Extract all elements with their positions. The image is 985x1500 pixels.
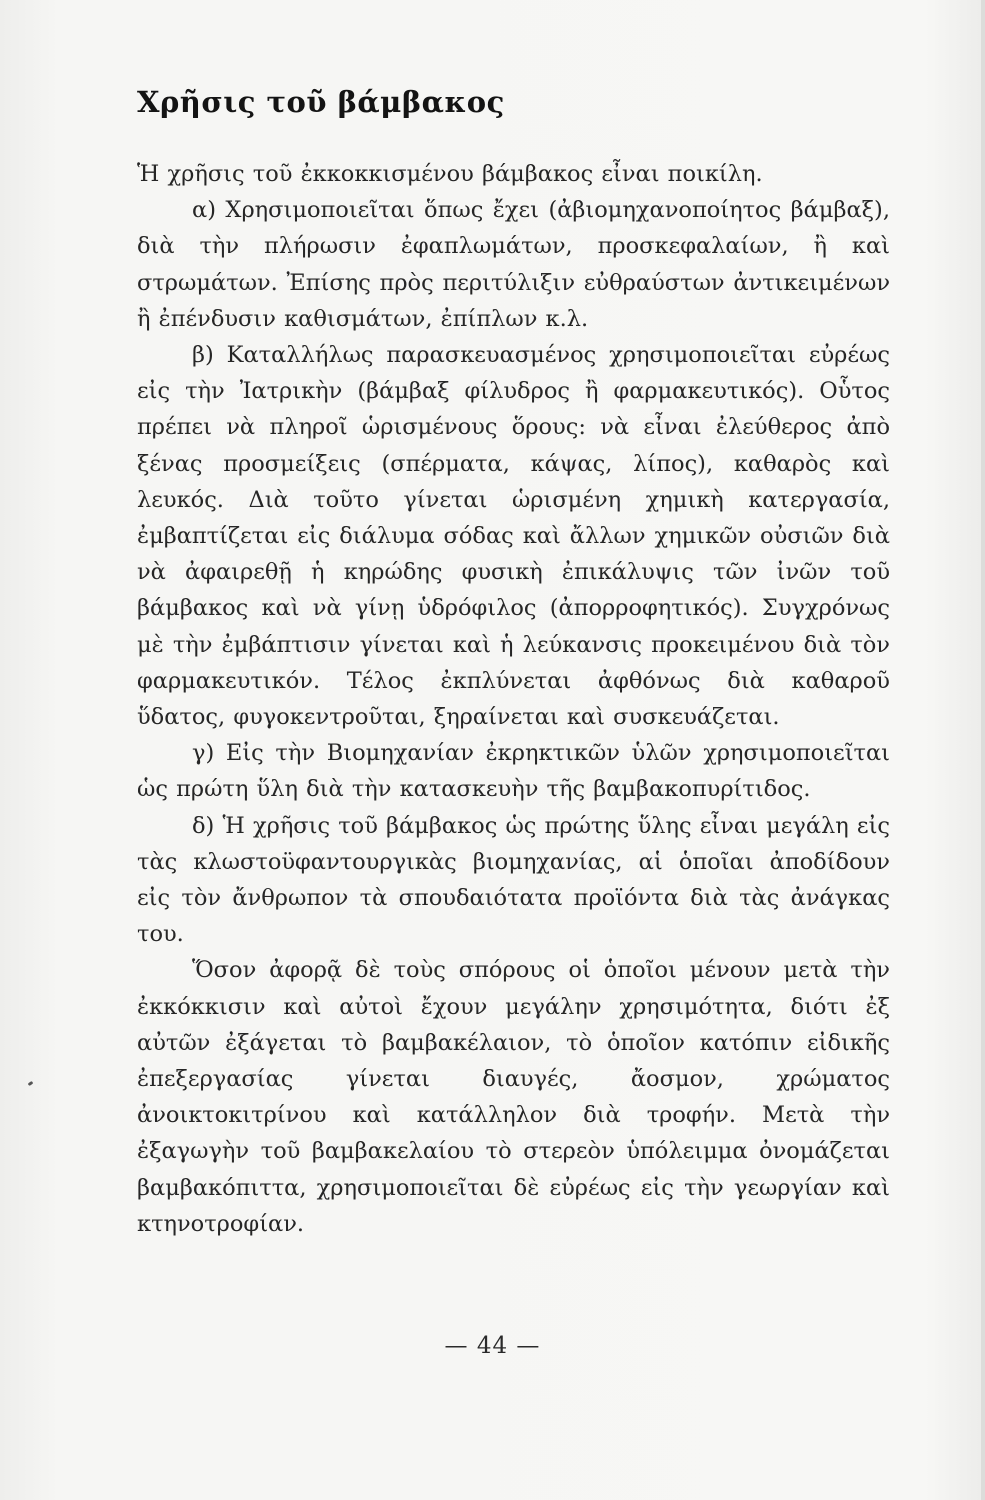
paragraph-gamma: γ) Εἰς τὴν Βιομηχανίαν ἐκρηκτικῶν ὑλῶν χρησιμοποιεῖται ὡς πρώτη ὕλη διὰ τὴν κατασκευὴν τῆς βαμβακοπυρίτιδος. bbox=[137, 740, 890, 803]
intro-paragraph: Ἡ χρῆσις τοῦ ἐκκοκκισμένου βάμβακος εἶναι ποικίλη. bbox=[137, 161, 763, 187]
paragraph-seeds: Ὅσον ἀφορᾷ δὲ τοὺς σπόρους οἱ ὁποῖοι μένουν μετὰ τὴν ἐκκόκκισιν καὶ αὐτοὶ ἔχουν μεγάλην χρησιμότητα, διότι ἐξ αὐτῶν ἐξάγεται τὸ βαμβακέλαιον, τὸ ὁποῖον κατόπιν εἰδικῆς ἐπεξεργασίας γίνεται διαυγές, ἄοσμον, χρώματος ἀνοικτοκιτρίνου καὶ κατάλληλον διὰ τροφήν. Μετὰ τὴν ἐξαγωγὴν τοῦ βαμβακελαίου τὸ στερεὸν ὑπόλειμμα ὀνομάζεται βαμβακόπιττα, χρησιμοποιεῖται δὲ εὐρέως εἰς τὴν γεωργίαν καὶ κτηνοτροφίαν. bbox=[137, 957, 890, 1237]
section-heading: Χρῆσις τοῦ βάμβακος bbox=[137, 85, 505, 119]
page-number: — 44 — bbox=[444, 1333, 541, 1359]
paragraph-beta: β) Καταλλήλως παρασκευασμένος χρησιμοποιεῖται εὐρέως εἰς τὴν Ἰατρικὴν (βάμβαξ φίλυδρος ἢ φαρμακευτικός). Οὗτος πρέπει νὰ πληροῖ ὡρισμένους ὅρους: νὰ εἶναι ἐλεύθερος ἀπὸ ξένας προσμείξεις (σπέρματα, κάψας, λίπος), καθαρὸς καὶ λευκός. Διὰ τοῦτο γίνεται ὡρισμένη χημικὴ κατεργασία, ἐμβαπτίζεται εἰς διάλυμα σόδας καὶ ἄλλων χημικῶν οὐσιῶν διὰ νὰ ἀφαιρεθῇ ἡ κηρώδης φυσικὴ ἐπικάλυψις τῶν ἰνῶν τοῦ βάμβακος καὶ νὰ γίνῃ ὑδρόφιλος (ἀπορροφητικός). Συγχρόνως μὲ τὴν ἐμβάπτισιν γίνεται καὶ ἡ λεύκανσις προκειμένου διὰ τὸν φαρμακευτικόν. Τέλος ἐκπλύνεται ἀφθόνως διὰ καθαροῦ ὕδατος, φυγοκεντροῦται, ξηραίνεται καὶ συσκευάζεται. bbox=[137, 342, 890, 731]
paragraph-alpha: α) Χρησιμοποιεῖται ὅπως ἔχει (ἀβιομηχανοποίητος βάμβαξ), διὰ τὴν πλήρωσιν ἐφαπλωμάτων, προσκεφαλαίων, ἢ καὶ στρωμάτων. Ἐπίσης πρὸς περιτύλιξιν εὐθραύστων ἀντικειμένων ἢ ἐπένδυσιν καθισμάτων, ἐπίπλων κ.λ. bbox=[137, 197, 890, 332]
paragraph-delta: δ) Ἡ χρῆσις τοῦ βάμβακος ὡς πρώτης ὕλης εἶναι μεγάλη εἰς τὰς κλωστοϋφαντουργικὰς βιομηχανίας, αἱ ὁποῖαι ἀποδίδουν εἰς τὸν ἄνθρωπον τὰ σπουδαιότατα προϊόντα διὰ τὰς ἀνάγκας του. bbox=[137, 812, 890, 948]
page-content bbox=[137, 82, 890, 1242]
print-speck bbox=[28, 1081, 34, 1086]
page-edge-shadow bbox=[981, 0, 985, 1500]
